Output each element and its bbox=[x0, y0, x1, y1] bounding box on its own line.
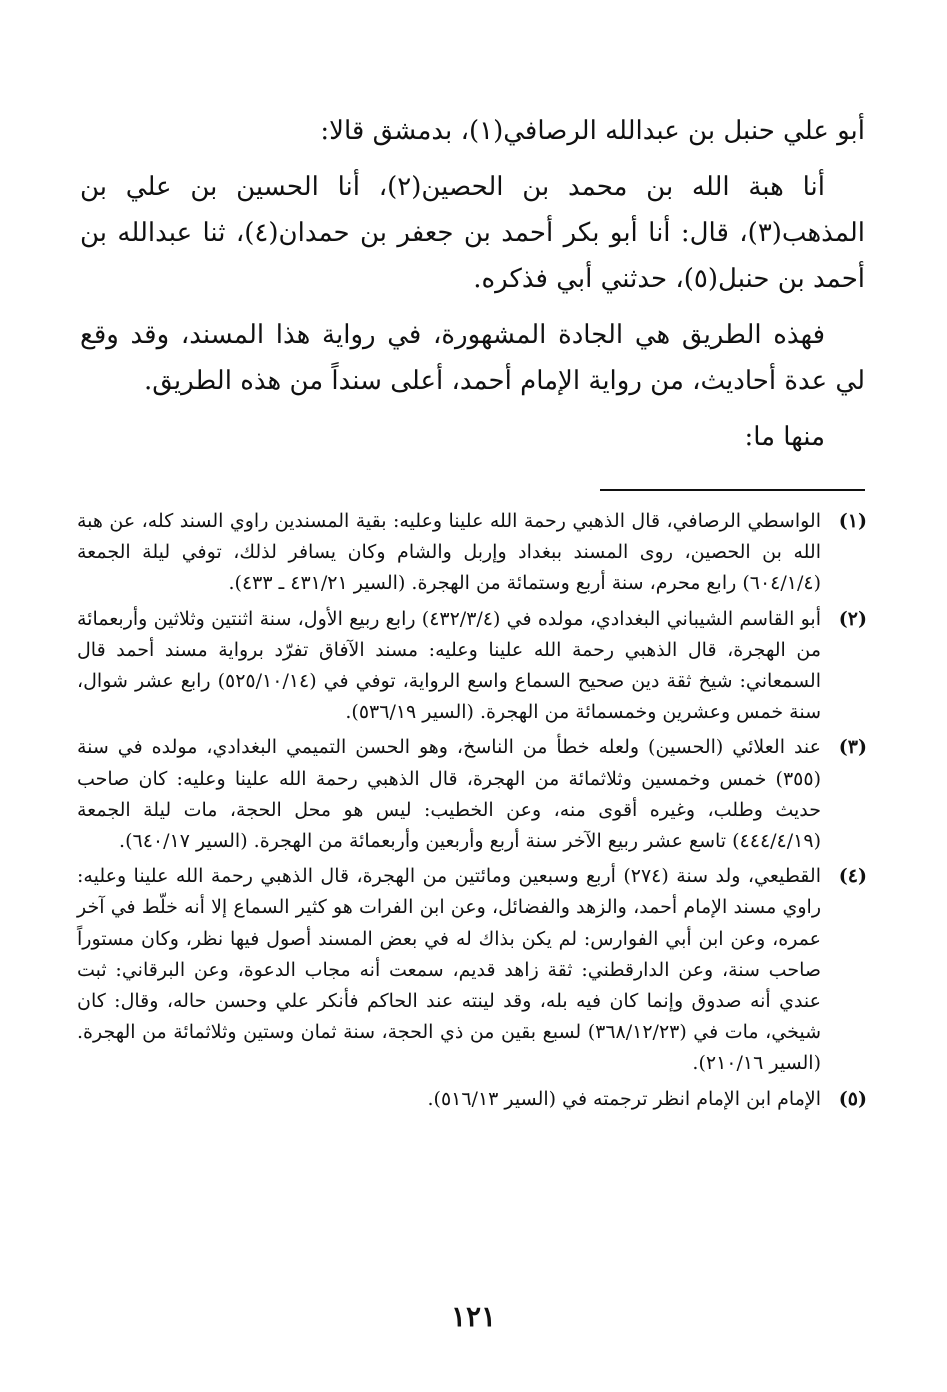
main-text bbox=[80, 108, 865, 470]
footnote-4 bbox=[77, 861, 867, 1079]
footnote-text: أبو القاسم الشيباني البغدادي، مولده في (٤٣٢/٣/٤) رابع ربيع الأول، سنة اثنتين وثلاثين وأربعمائة من الهجرة، قال الذهبي رحمة الله علينا وعليه: مسند الآفاق تفرّد برواية مسند أحمد قال السمعاني: شيخ ثقة دين صحيح السماع واسع الرواية، توفي في (٥٢٥/١٠/١٤) رابع عشر شوال، سنة خمس وعشرين وخمسمائة من الهجرة. (السير ٥٣٦/١٩). bbox=[77, 607, 822, 724]
footnote-5 bbox=[77, 1084, 867, 1115]
footnote-text: الإمام ابن الإمام انظر ترجمته في (السير ٥١٦/١٣). bbox=[427, 1087, 821, 1110]
page-number: ١٢١ bbox=[450, 1300, 497, 1333]
footnote-text: القطيعي، ولد سنة (٢٧٤) أربع وسبعين ومائتين من الهجرة، قال الذهبي رحمة الله علينا وعليه: راوي مسند الإمام أحمد، والزهد والفضائل، وعن ابن الفرات هو كثير السماع إلا أنه خلّط في آخر عمره، وعن ابن أبي الفوارس: لم يكن بذاك له في بعض المسند أصول فيها نظر، وكان مستوراً صاحب سنة، وعن الدارقطني: ثقة زاهد قديم، سمعت أنه مجاب الدعوة، وعن البرقاني: ثبت عندي أنه صدوق وإنما كان فيه بله، وقد لينته عند الحاكم فأنكر علي وحسن حاله، وقال: كان شيخي، مات في (٣٦٨/١٢/٢٣) لسبع بقين من ذي الحجة، سنة ثمان وستين وثلاثمائة من الهجرة. (السير ٢١٠/١٦). bbox=[77, 865, 821, 1075]
paragraph-3: فهذه الطريق هي الجادة المشهورة، في رواية هذا المسند، وقد وقع لي عدة أحاديث، من رواية الإمام أحمد، أعلى سنداً من هذه الطريق. bbox=[80, 320, 865, 396]
paragraph-2: أنا هبة الله بن محمد بن الحصين(٢)، أنا الحسين بن علي بن المذهب(٣)، قال: أنا أبو بكر أحمد بن جعفر بن حمدان(٤)، ثنا عبدالله بن أحمد بن حنبل(٥)، حدثني أبي فذكره. bbox=[80, 172, 865, 294]
footnote-text: عند العلائي (الحسين) ولعله خطأ من الناسخ، وهو الحسن التميمي البغدادي، مولده في سنة (٣٥٥) خمس وخمسين وثلاثمائة من الهجرة، قال الذهبي رحمة الله علينا وعليه: كان صاحب حديث وطلب، وغيره أقوى منه، وعن الخطيب: ليس هو محل الحجة، مات ليلة الجمعة (٤٤٤/٤/١٩) تاسع عشر ربيع الآخر سنة أربع وأربعين وأربعمائة من الهجرة. (السير ٦٤٠/١٧). bbox=[77, 736, 821, 853]
footnote-text: الواسطي الرصافي، قال الذهبي رحمة الله علينا وعليه: بقية المسندين راوي السند كله، عن هبة الله بن الحصين، روى المسند ببغداد وإربل والشام وكان يسافر لذلك، توفي ليلة الجمعة (٦٠٤/١/٤) رابع محرم، سنة أربع وستمائة من الهجرة. (السير ٤٣١/٢١ ـ ٤٣٣). bbox=[77, 510, 821, 595]
footnote-divider bbox=[600, 489, 865, 491]
footnote-number: (٢) bbox=[838, 607, 867, 630]
footnote-2 bbox=[77, 604, 867, 729]
footnote-number: (١) bbox=[838, 510, 867, 532]
footnote-number: (٣) bbox=[838, 736, 867, 759]
footnotes bbox=[77, 506, 867, 1119]
paragraph-1: أبو علي حنبل بن عبدالله الرصافي(١)، بدمشق قالا: bbox=[320, 116, 865, 146]
footnote-3 bbox=[77, 732, 867, 857]
footnote-number: (٤) bbox=[838, 865, 867, 888]
paragraph-4: منها ما: bbox=[744, 422, 825, 452]
footnote-number: (٥) bbox=[838, 1087, 867, 1110]
footnote-1 bbox=[77, 506, 867, 600]
